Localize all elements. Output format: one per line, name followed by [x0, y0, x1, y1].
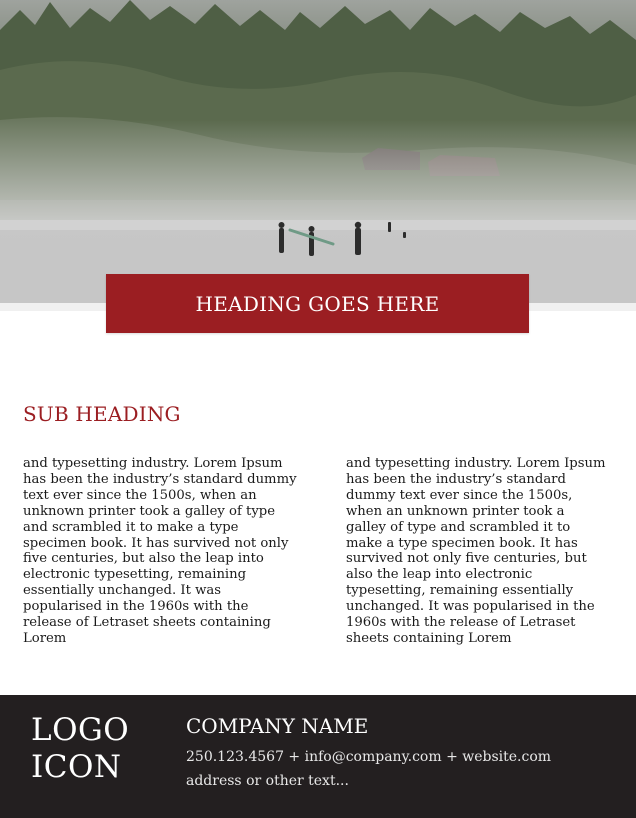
- body-column-right: and typesetting industry. Lorem Ipsum has been the industry’s standard dummy text ever since the 1500s, when an unknown printer took a galley of type and scrambled it to make a type specimen book. It has survived not only five centuries, but also the leap into electronic typesetting, remaining essentially unchanged. It was popularised in the 1960s with the release of Letraset sheets containing Lorem: [346, 456, 606, 646]
- heading-banner: [106, 274, 529, 333]
- company-name: COMPANY NAME: [186, 714, 369, 738]
- sub-heading: SUB HEADING: [23, 402, 181, 426]
- banner-heading-text: HEADING GOES HERE: [195, 291, 440, 316]
- logo-icon: [31, 712, 129, 786]
- address-text: address or other text...: [186, 773, 349, 789]
- logo-line-2: ICON: [31, 749, 122, 785]
- body-column-left: and typesetting industry. Lorem Ipsum has been the industry’s standard dummy text ever since the 1500s, when an unknown printer took a galley of type and scrambled it to make a type specimen book. It has survived not only five centuries, but also the leap into electronic typesetting, remaining essentially unchanged. It was popularised in the 1960s with the release of Letraset sheets containing Lorem: [23, 456, 297, 646]
- hero-photo-illustration: [0, 0, 636, 303]
- hero-photo: [0, 0, 636, 303]
- logo-line-1: LOGO: [31, 712, 130, 748]
- contact-info: 250.123.4567 + info@company.com + website.com: [186, 749, 552, 765]
